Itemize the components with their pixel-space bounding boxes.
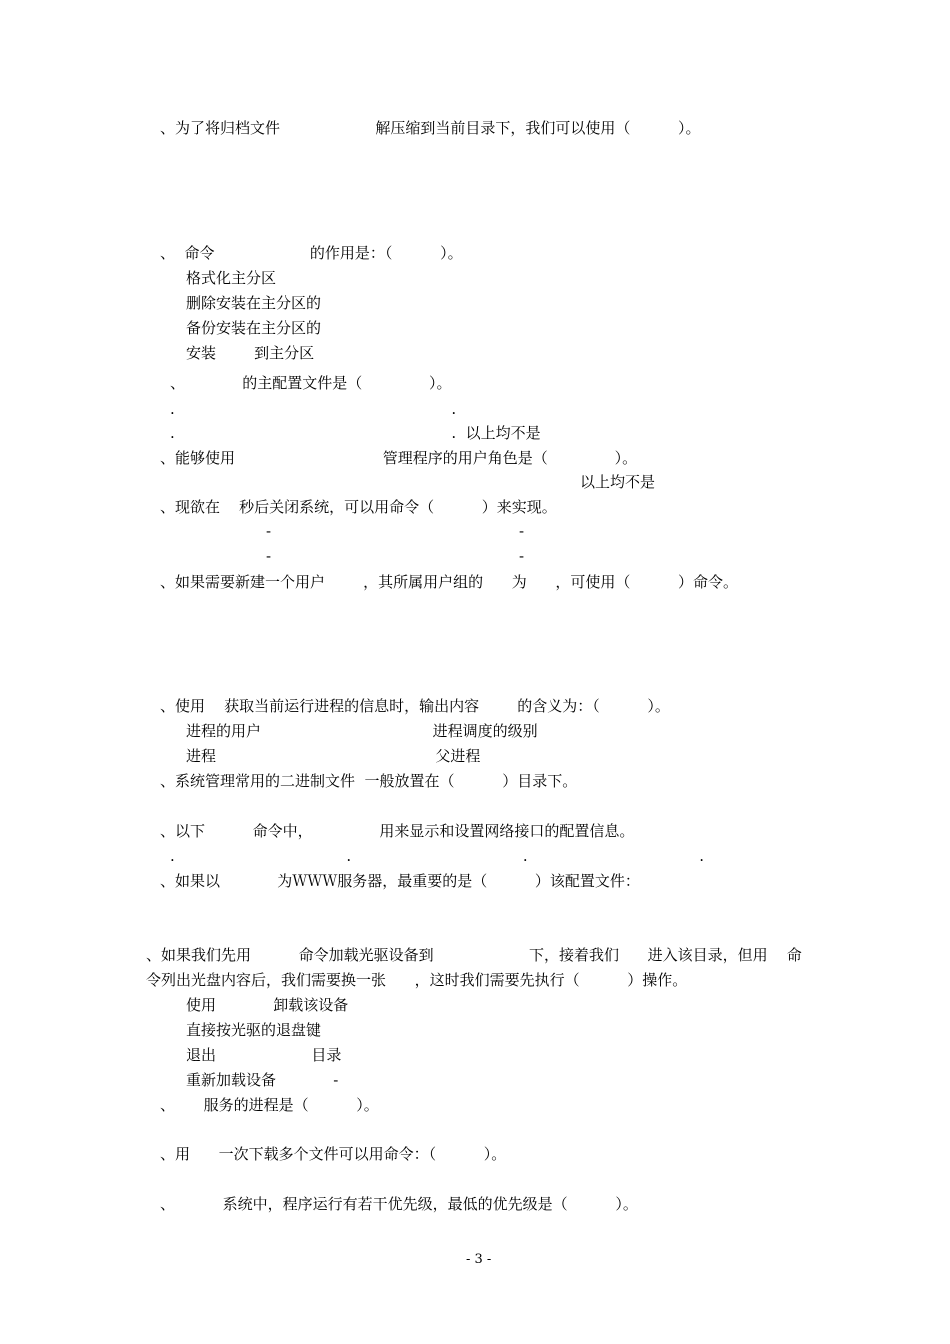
option-text: 重新加载设备 - — [186, 1071, 339, 1089]
question-text: 令列出光盘内容后，我们需要换一张 ，这时我们需要先执行（ ）操作。 — [146, 971, 688, 989]
option-text: 备份安装在主分区的 — [186, 319, 322, 337]
question-text: 、能够使用 管理程序的用户角色是（ ）。 — [160, 449, 638, 467]
question-text: 、现欲在 秒后关闭系统，可以用命令（ ）来实现。 — [160, 498, 557, 516]
question-text: 、以下 命令中， 用来显示和设置网络接口的配置信息。 — [160, 822, 635, 840]
option-row: . . . . — [170, 847, 705, 865]
question-text: 、使用 获取当前运行进程的信息时，输出内容 的含义为：（ ）。 — [160, 697, 670, 715]
option-row: 进程的用户 进程调度的级别 — [186, 722, 538, 740]
question-text: 、如果需要新建一个用户 ，其所属用户组的 为 ，可使用（ ）命令。 — [160, 573, 739, 591]
option-text: 删除安装在主分区的 — [186, 294, 322, 312]
question-text: 、 服务的进程是（ ）。 — [160, 1096, 379, 1114]
option-text: 格式化主分区 — [186, 269, 277, 287]
option-text: 以上均不是 — [580, 473, 656, 491]
option-text: 退出 目录 — [186, 1046, 342, 1064]
question-text: 、如果以 为ＷＷＷ服务器，最重要的是（ ）该配置文件： — [160, 872, 640, 890]
question-text: 、 命令 的作用是：（ ）。 — [160, 244, 463, 262]
option-row: - - — [266, 547, 525, 565]
question-text: 、如果我们先用 命令加载光驱设备到 下，接着我们 进入该目录，但用 命 — [146, 946, 802, 964]
option-row: 进程 父进程 — [186, 747, 481, 765]
page-number: - 3 - — [466, 1252, 492, 1267]
option-row: . . 以上均不是 — [170, 424, 541, 442]
option-row: . . — [170, 400, 457, 418]
option-text: 安装 到主分区 — [186, 344, 315, 362]
question-text: 、 系统中，程序运行有若干优先级，最低的优先级是（ ）。 — [160, 1195, 638, 1213]
option-row: - - — [266, 522, 525, 540]
question-text: 、为了将归档文件 解压缩到当前目录下，我们可以使用（ ）。 — [160, 119, 701, 137]
option-text: 使用 卸载该设备 — [186, 996, 349, 1014]
option-text: 直接按光驱的退盘键 — [186, 1021, 322, 1039]
question-text: 、系统管理常用的二进制文件 一般放置在（ ）目录下。 — [160, 772, 578, 790]
question-text: 、 的主配置文件是（ ）。 — [170, 374, 452, 392]
question-text: 、用 一次下载多个文件可以用命令：（ ）。 — [160, 1145, 507, 1163]
